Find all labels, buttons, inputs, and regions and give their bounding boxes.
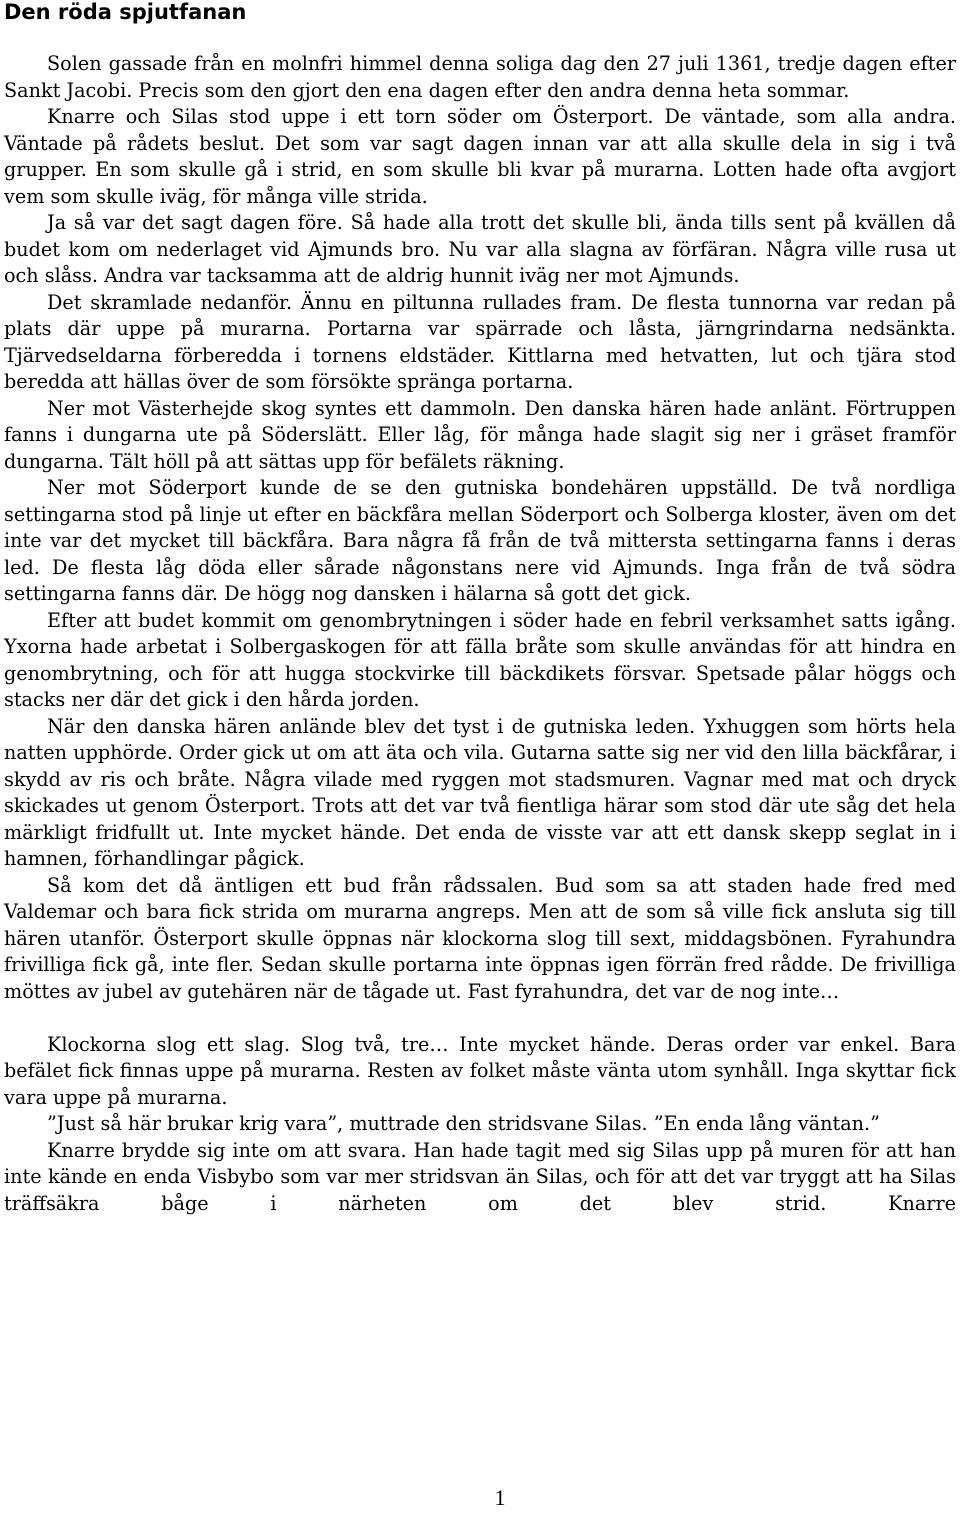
paragraph-10: Klockorna slog ett slag. Slog två, tre… Inte mycket hände. Deras order var enkel. Bara befälet fick finnas uppe på murarna. Resten av folket måste vänta utom synhåll. Inga skyttar fick vara uppe på murarna. [4,1032,956,1109]
page-number: 1 [494,1485,506,1510]
paragraph-2: Knarre och Silas stod uppe i ett torn söder om Österport. De väntade, som alla andra. Väntade på rådets beslut. Det som var sagt dagen innan var att alla skulle dela in sig i två grupper. En som skulle gå i strid, en som skulle bli kvar på murarna. Lotten hade ofta avgjort vem som skulle iväg, för många ville strida. [4,105,956,208]
paragraph-12: Knarre brydde sig inte om att svara. Han hade tagit med sig Silas upp på muren för att han inte kände en enda Visbybo som var mer stridsvan än Silas, och för att det var tryggt att ha Silas träffsäkra båge i närheten om det blev strid. Knarre [4,1138,956,1215]
paragraph-6: Ner mot Söderport kunde de se den gutniska bondehären uppställd. De två nordliga settingarna stod på linje ut efter en bäckfåra mellan Söderport och Solberga kloster, även om det inte var det mycket till bäckfåra. Bara några få från de två mittersta settingarna fanns i deras led. De flesta låg döda eller sårade någonstans nere vid Ajmunds. Inga från de två södra settingarna fanns där. De högg nog dansken i hälarna så gott det gick. [4,476,956,605]
paragraph-4: Det skramlade nedanför. Ännu en piltunna rullades fram. De flesta tunnorna var redan på plats där uppe på murarna. Portarna var spärrade och låsta, järngrindarna nedsänkta. Tjärvedseldarna förberedda i tornens eldstäder. Kittlarna med hetvatten, lut och tjära stod beredda att hällas över de som försökte spränga portarna. [4,290,956,393]
paragraph-11: ”Just så här brukar krig vara”, muttrade den stridsvane Silas. ”En enda lång väntan.” [47,1112,880,1135]
document-page [4,0,956,1217]
paragraph-8: När den danska hären anlände blev det tyst i de gutniska leden. Yxhuggen som hörts hela natten upphörde. Order gick ut om att äta och vila. Gutarna satte sig ner vid den lilla bäckfårar, i skydd av ris och bråte. Några vilade med ryggen mot stadsmuren. Vagnar med mat och dryck skickades ut genom Österport. Trots att det var två fientliga härar som stod där ute såg det hela märkligt fridfullt ut. Inte mycket hände. Det enda de visste var att ett dansk skepp seglat in i hamnen, förhandlingar pågick. [4,714,956,870]
paragraph-7: Efter att budet kommit om genombrytningen i söder hade en febril verksamhet satts igång. Yxorna hade arbetat i Solbergaskogen för att fälla bråte som skulle användas för att hindra en genombrytning, och för att hugga stockvirke till bäckdikets försvar. Spetsade pålar höggs och stacks ner där det gick i den hårda jorden. [4,608,956,711]
paragraph-3: Ja så var det sagt dagen före. Så hade alla trott det skulle bli, ända tills sent på kvällen då budet kom om nederlaget vid Ajmunds bro. Nu var alla slagna av förfäran. Några ville rusa ut och slåss. Andra var tacksamma att de aldrig hunnit iväg ner mot Ajmunds. [4,211,956,287]
document-body [4,51,956,1217]
document-title: Den röda spjutfanan [4,0,247,24]
paragraph-9: Så kom det då äntligen ett bud från rådssalen. Bud som sa att staden hade fred med Valdemar och bara fick strida om murarna angreps. Men att de som så ville fick ansluta sig till hären utanför. Österport skulle öppnas när klockorna slog till sext, middagsbönen. Fyrahundra frivilliga fick gå, inte fler. Sedan skulle portarna inte öppnas igen förrän fred rådde. De frivilliga möttes av jubel av gutehären när de tågade ut. Fast fyrahundra, det var de nog inte… [4,873,956,1003]
section-break [4,1005,956,1032]
paragraph-1: Solen gassade från en molnfri himmel denna soliga dag den 27 juli 1361, tredje dagen efter Sankt Jacobi. Precis som den gjort den ena dagen efter den andra denna heta sommar. [4,52,956,102]
paragraph-5: Ner mot Västerhejde skog syntes ett dammoln. Den danska hären hade anlänt. Förtruppen fanns i dungarna ute på Söderslätt. Eller låg, för många hade slagit sig ner i gräset framför dungarna. Tält höll på att sättas upp för befälets räkning. [4,396,956,473]
